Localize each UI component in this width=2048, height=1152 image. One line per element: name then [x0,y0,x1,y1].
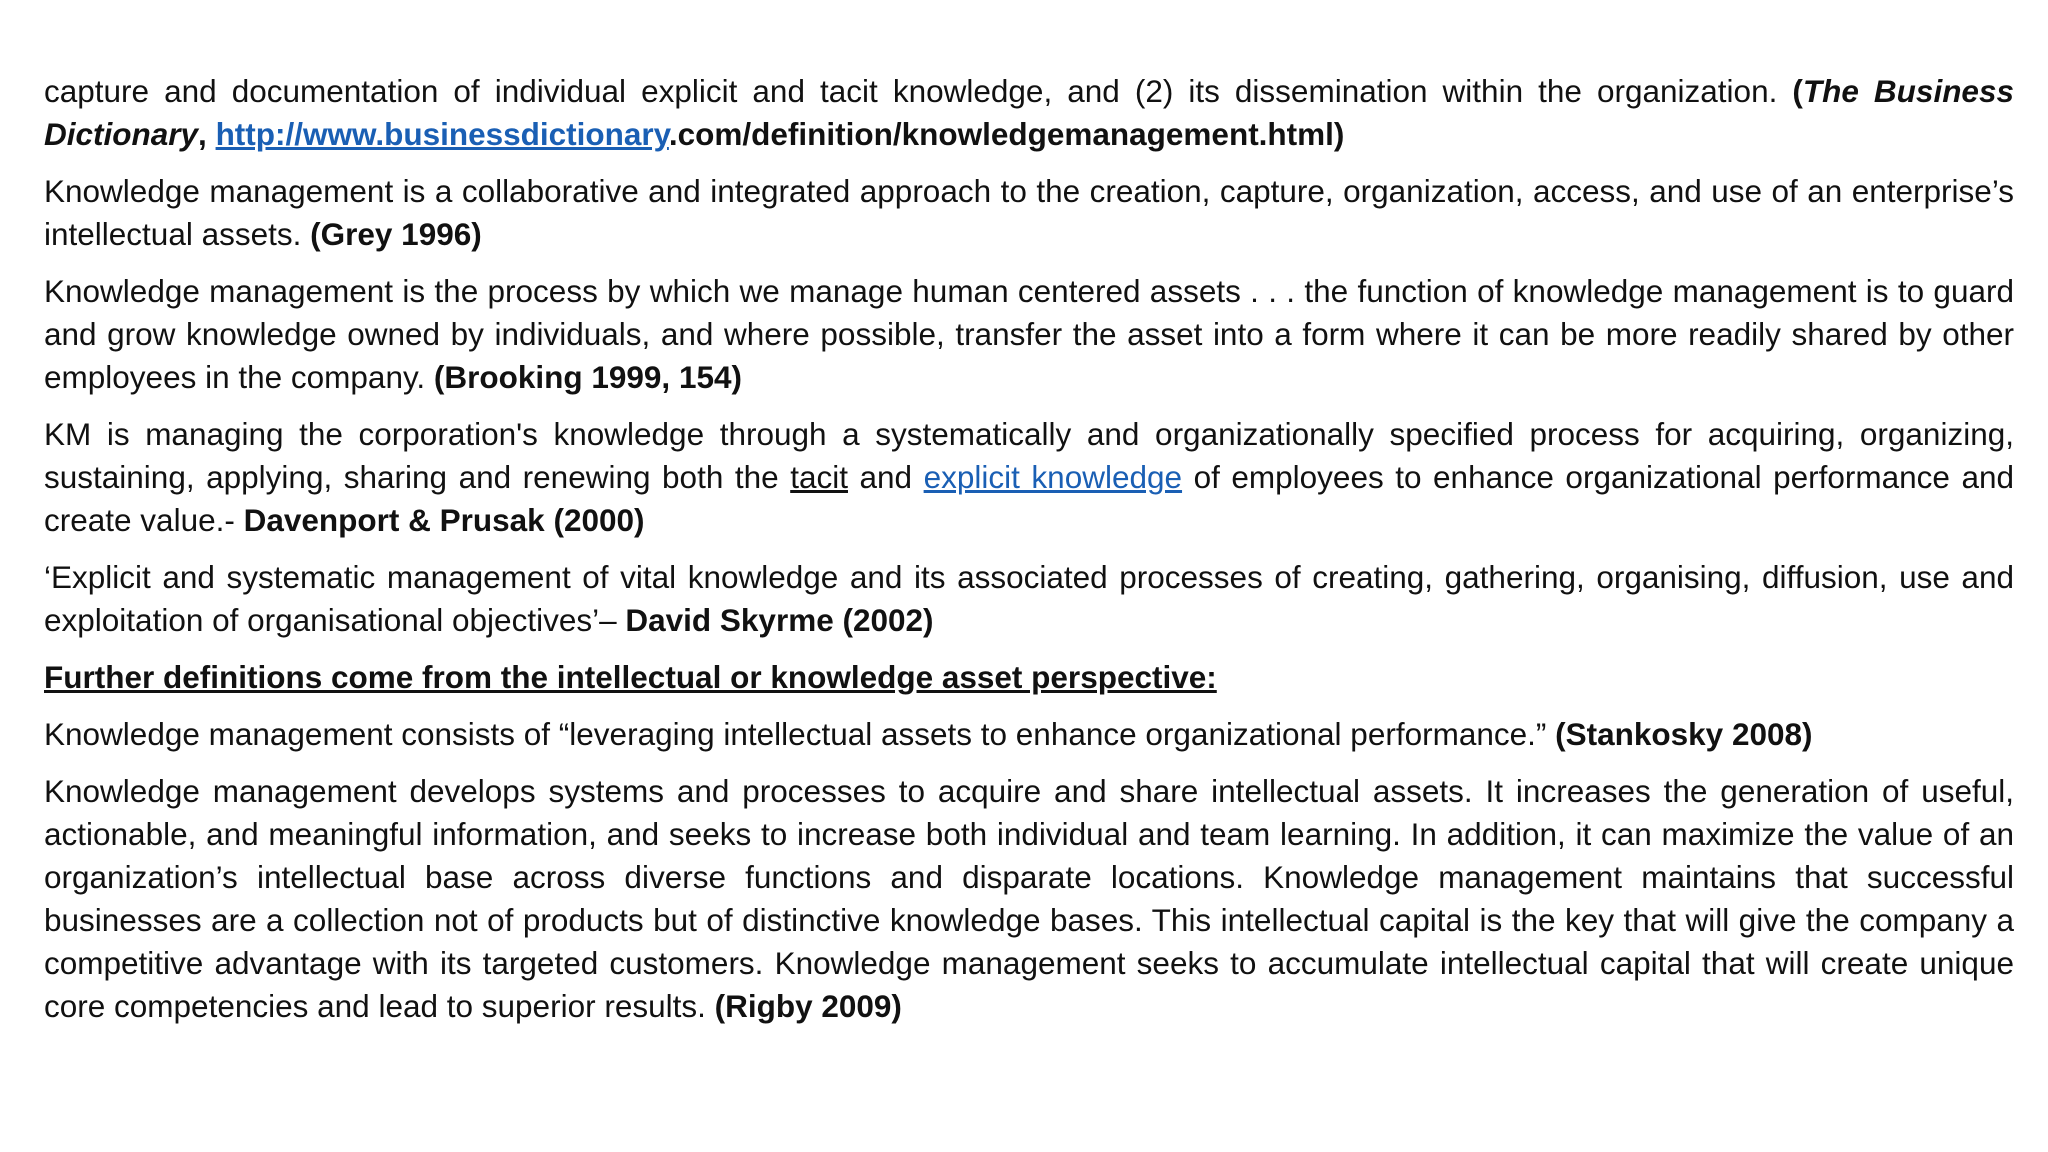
definition-text: ‘Explicit and systematic management of vital knowledge and its associated processes of creating, gathering, organising, diffusion, use and exploitation of organisational objectives’– [44,559,2014,638]
definition-text: capture and documentation of individual explicit and tacit knowledge, and (2) its dissemination within the organization. [44,73,1793,109]
definition-davenport-prusak [44,413,2014,542]
definition-skyrme [44,556,2014,642]
citation: Davenport & Prusak (2000) [243,502,645,538]
citation-title: The Business Dictionary [44,73,2014,152]
citation: (Rigby 2009) [714,988,902,1024]
definition-grey [44,170,2014,256]
citation: David Skyrme (2002) [625,602,934,638]
definition-text: Knowledge management is a collaborative and integrated approach to the creation, capture, organization, access, and use of an enterprise’s intellectual assets. [44,173,2014,252]
definition-text: Knowledge management develops systems and processes to acquire and share intellectual assets. It increases the generation of useful, actionable, and meaningful information, and seeks to increase both individual and team learning. In addition, it can maximize the value of an organization’s intellectual base across diverse functions and disparate locations. Knowledge management maintains that successful businesses are a collection not of products but of distinctive knowledge bases. This intellectual capital is the key that will give the company a competitive advantage with its targeted customers. Knowledge management seeks to accumulate intellectual capital that will create unique core competencies and lead to superior results. [44,773,2014,1024]
definition-business-dictionary [44,70,2014,156]
definition-rigby [44,770,2014,1028]
definition-text: Knowledge management consists of “leveraging intellectual assets to enhance organizational performance.” [44,716,1556,752]
definition-text-continued: of employees to enhance organizational performance and create value.- [44,459,2015,538]
citation-separator: , [198,116,216,152]
section-heading: Further definitions come from the intellectual or knowledge asset perspective: [44,659,1217,695]
definition-text: Knowledge management is the process by which we manage human centered assets . . . the function of knowledge management is to guard and grow knowledge owned by individuals, and where possible, transfer the asset into a form where it can be more readily shared by other employees in the company. [44,273,2014,395]
conjunction-text: and [847,459,924,495]
explicit-knowledge-link[interactable]: explicit knowledge [923,459,1183,495]
definition-text: KM is managing the corporation's knowledge through a systematically and organizationally specified process for acquiring, organizing, sustaining, applying, sharing and renewing both the [44,416,2014,495]
tacit-link[interactable]: tacit [790,459,848,495]
document-body [44,70,2014,1042]
citation: (Brooking 1999, 154) [433,359,742,395]
definition-brooking [44,270,2014,399]
citation-rest: .com/definition/knowledgemanagement.html) [668,116,1345,152]
citation: (Grey 1996) [310,216,482,252]
citation-open: ( [1792,73,1803,109]
definition-stankosky [44,713,2014,756]
citation: (Stankosky 2008) [1555,716,1813,752]
citation-link[interactable]: http://www.businessdictionary [215,116,669,152]
